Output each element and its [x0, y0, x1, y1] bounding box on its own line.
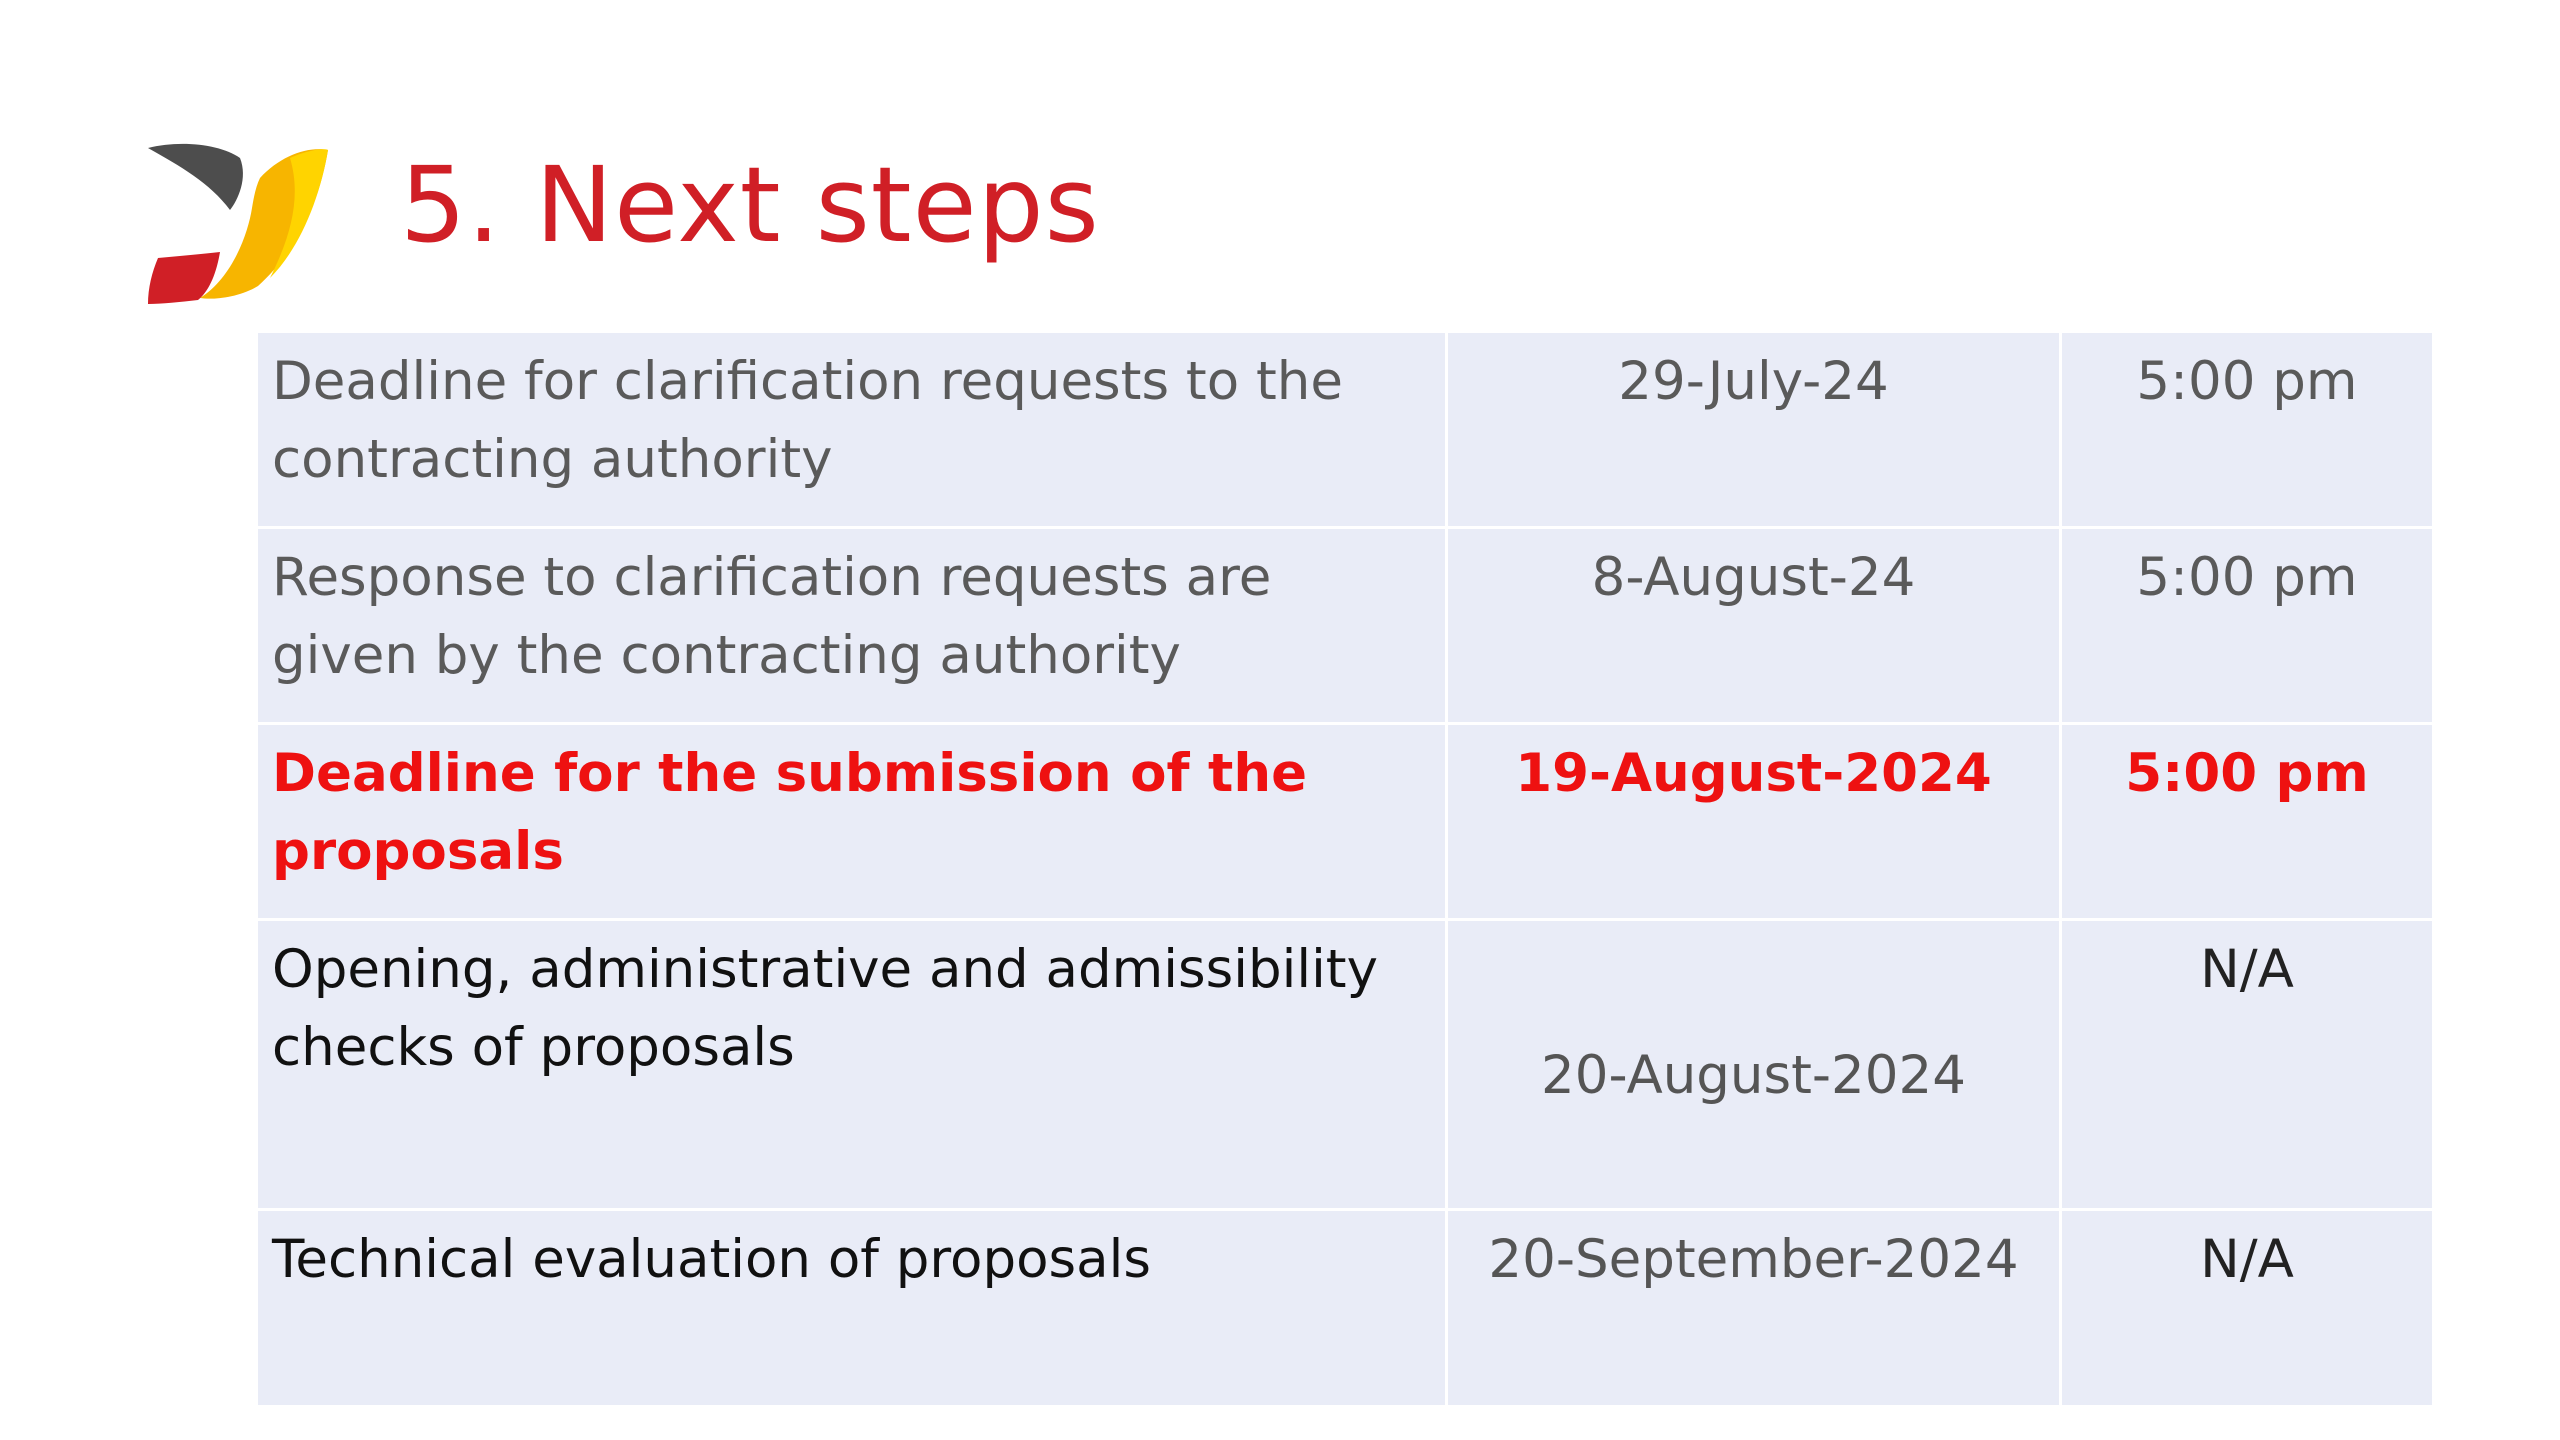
schedule-table	[258, 333, 2432, 1405]
row-description: Opening, administrative and admissibility checks of proposals	[258, 921, 1448, 1211]
slide-title: 5. Next steps	[400, 144, 1100, 266]
row-time: 5:00 pm	[2062, 725, 2432, 921]
row-date: 20-August-2024	[1541, 1045, 1966, 1106]
logo-icon	[140, 138, 330, 308]
row-time: N/A	[2062, 1211, 2432, 1405]
row-description: Technical evaluation of proposals	[258, 1211, 1448, 1405]
row-date: 20-September-2024	[1448, 1211, 2062, 1405]
row-description: Deadline for the submission of the proposals	[258, 725, 1448, 921]
row-time: 5:00 pm	[2062, 529, 2432, 725]
row-time: 5:00 pm	[2062, 333, 2432, 529]
row-description: Deadline for clarification requests to the contracting authority	[258, 333, 1448, 529]
row-date: 19-August-2024	[1448, 725, 2062, 921]
table-row	[258, 1211, 2432, 1405]
table-row	[258, 529, 2432, 725]
row-time: N/A	[2062, 921, 2432, 1211]
row-description: Response to clarification requests are given by the contracting authority	[258, 529, 1448, 725]
table-row	[258, 921, 2432, 1211]
row-date-cell	[1448, 921, 2062, 1211]
table-row	[258, 333, 2432, 529]
row-date: 29-July-24	[1448, 333, 2062, 529]
table-row-highlighted	[258, 725, 2432, 921]
logo-gray-wing	[148, 144, 243, 210]
row-date: 8-August-24	[1448, 529, 2062, 725]
